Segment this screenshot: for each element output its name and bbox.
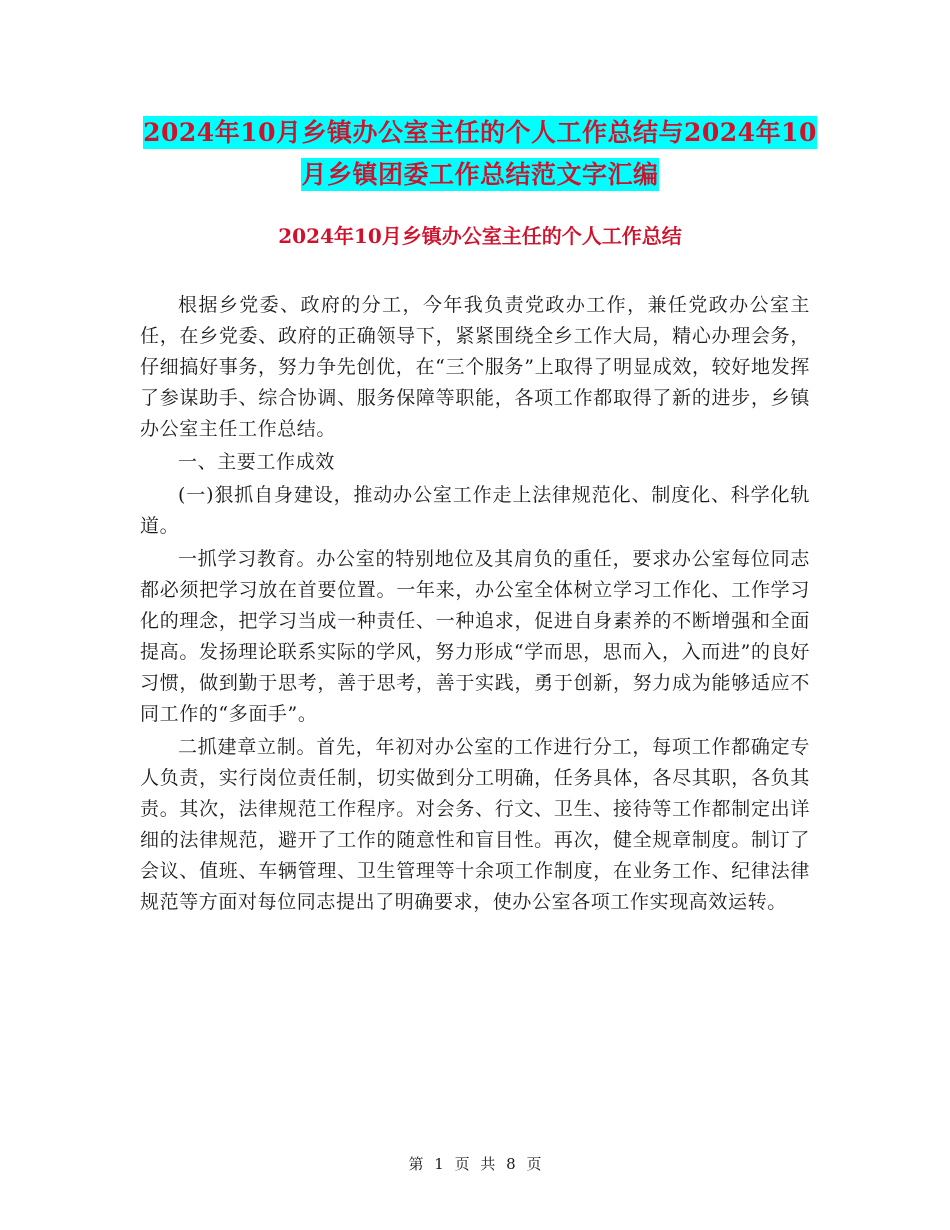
- paragraph-study-education: 一抓学习教育。办公室的特别地位及其肩负的重任，要求办公室每位同志都必须把学习放在首要位置。一年来，办公室全体树立学习工作化、工作学习化的理念，把学习当成一种责任、一种追求，促进自身素养的不断增强和全面提高。发扬理论联系实际的学风，努力形成“学而思，思而入，入而进”的良好习惯，做到勤于思考，善于思考，善于实践，勇于创新，努力成为能够适应不同工作的“多面手”。: [140, 548, 810, 725]
- paragraph-heading-main-results: 一、主要工作成效: [178, 451, 335, 473]
- page-footer: 第 1 页 共 8 页: [408, 1155, 542, 1173]
- paragraph-subheading-self-building: (一)狠抓自身建设，推动办公室工作走上法律规范化、制度化、科学化轨道。: [140, 484, 810, 537]
- section-title: 2024年10月乡镇办公室主任的个人工作总结: [278, 224, 682, 248]
- document-body: [140, 290, 810, 918]
- document-title-highlight: 2024年10月乡镇办公室主任的个人工作总结与2024年10月乡镇团委工作总结范文字汇编: [143, 118, 817, 189]
- paragraph-intro: 根据乡党委、政府的分工，今年我负责党政办工作，兼任党政办公室主任，在乡党委、政府的正确领导下，紧紧围绕全乡工作大局，精心办理会务，仔细搞好事务，努力争先创优，在“三个服务”上取得了明显成效，较好地发挥了参谋助手、综合协调、服务保障等职能，各项工作都取得了新的进步，乡镇办公室主任工作总结。: [140, 294, 810, 440]
- paragraph-rules-system: 二抓建章立制。首先，年初对办公室的工作进行分工，每项工作都确定专人负责，实行岗位责任制，切实做到分工明确，任务具体，各尽其职，各负其责。其次，法律规范工作程序。对会务、行文、卫生、接待等工作都制定出详细的法律规范，避开了工作的随意性和盲目性。再次，健全规章制度。制订了会议、值班、车辆管理、卫生管理等十余项工作制度，在业务工作、纪律法律规范等方面对每位同志提出了明确要求，使办公室各项工作实现高效运转。: [140, 736, 810, 913]
- document-title: [140, 112, 820, 196]
